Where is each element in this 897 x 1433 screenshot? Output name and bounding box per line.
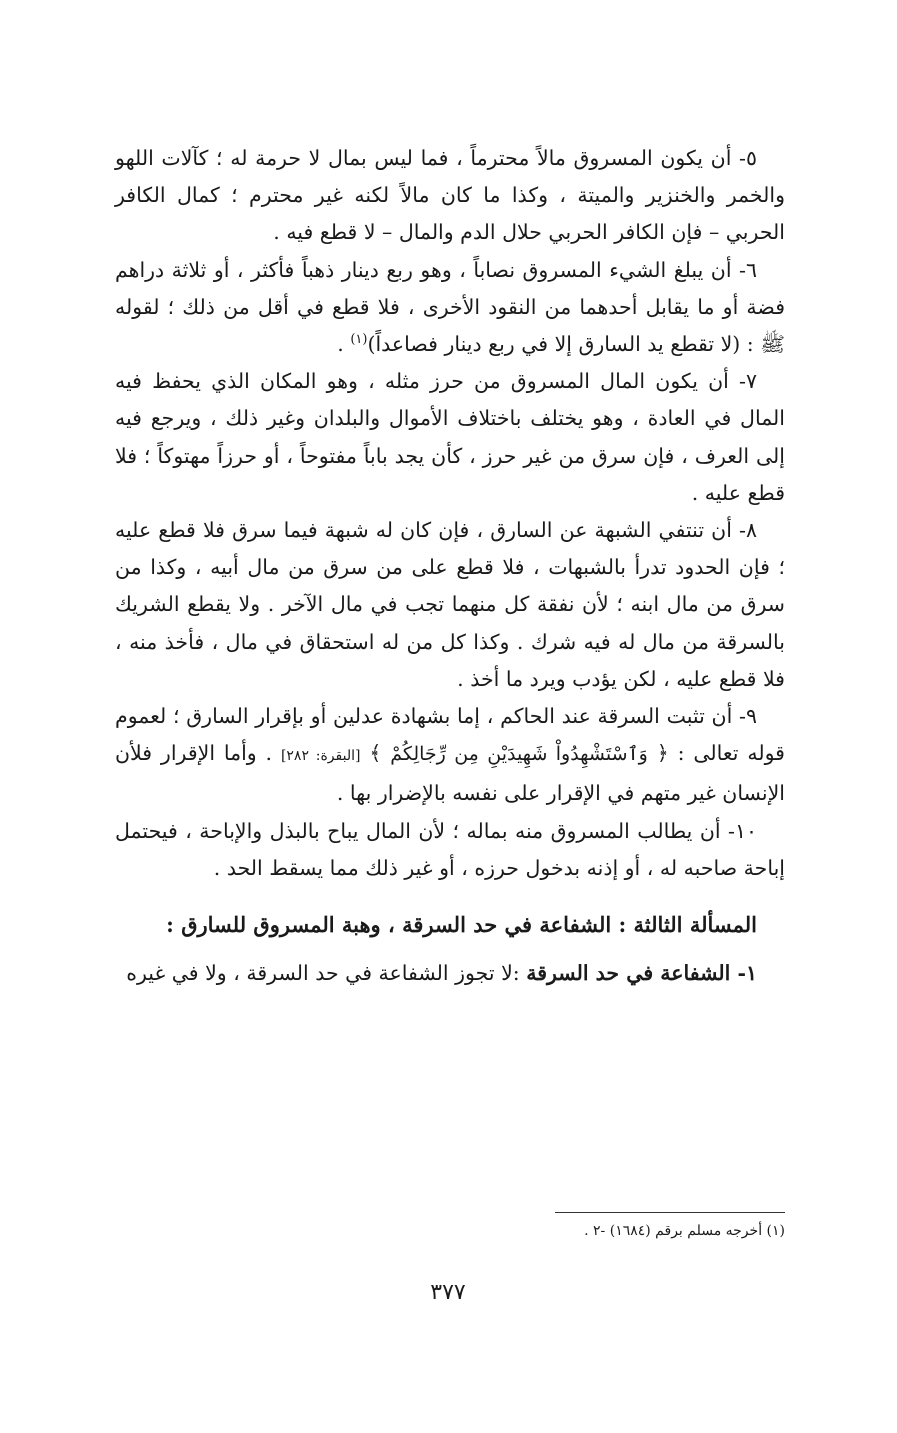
paragraph-intercession [115, 955, 785, 992]
quran-verse: وَٱسْتَشْهِدُواْ شَهِيدَيْنِ مِن رِّجَالِكُمْ [390, 743, 648, 766]
paragraph-condition-8: ٨- أن تنتفي الشبهة عن السارق ، فإن كان له شبهة فيما سرق فلا قطع عليه ؛ فإن الحدود تدرأ بالشبهات ، فلا قطع على من سرق من مال أبيه ، وكذا من سرق من مال ابنه ؛ لأن نفقة كل منهما تجب في مال الآخر . ولا يقطع الشريك بالسرقة من مال له فيه شرك . وكذا كل من له استحقاق في مال ، فأخذ منه ، فلا قطع عليه ، لكن يؤدب ويرد ما أخذ . [115, 518, 785, 691]
page-number: ٣٧٧ [430, 1280, 466, 1305]
footnote: (١) أخرجه مسلم برقم (١٦٨٤) -٢ . [584, 1223, 785, 1239]
verse-reference: [البقرة: ٢٨٢] [280, 748, 361, 765]
paragraph-condition-6 [115, 252, 785, 364]
footnote-marker[interactable]: (١) [350, 332, 368, 348]
paragraph-condition-9-end: . وأما الإقرار فلأن الإنسان غير متهم في الإقرار على نفسه بالإضرار بها . [115, 741, 785, 806]
quran-verse-close: ﴾ [369, 741, 382, 766]
footnote-divider [555, 1212, 785, 1213]
paragraph-condition-9-text: ٩- أن تثبت السرقة عند الحاكم ، إما بشهادة عدلين أو بإقرار السارق ؛ لعموم قوله تعالى : ﴿ [115, 704, 785, 766]
main-text [115, 140, 785, 992]
paragraph-condition-6-end: . [337, 332, 351, 357]
paragraph-condition-5: ٥- أن يكون المسروق مالاً محترماً ، فما ليس بمال لا حرمة له ؛ كآلات اللهو والخمر والخنزير والميتة ، وكذا ما كان مالاً لكنه غير محترم ؛ كمال الكافر الحربي – فإن الكافر الحربي حلال الدم والمال – لا قطع فيه . [115, 146, 785, 245]
paragraph-condition-6-text: ٦- أن يبلغ الشيء المسروق نصاباً ، وهو ربع دينار ذهباً فأكثر ، أو ثلاثة دراهم فضة أو ما يقابل أحدهما من النقود الأخرى ، فلا قطع في أقل من ذلك ؛ لقوله ﷺ : (لا تقطع يد السارق إلا في ربع دينار فصاعداً) [115, 257, 785, 357]
section-heading: المسألة الثالثة : الشفاعة في حد السرقة ، وهبة المسروق للسارق : [166, 912, 757, 938]
intercession-lead: ١- الشفاعة في حد السرقة [526, 961, 757, 986]
paragraph-condition-7: ٧- أن يكون المال المسروق من حرز مثله ، وهو المكان الذي يحفظ فيه المال في العادة ، وهو يختلف باختلاف الأموال والبلدان وغير ذلك ، ويرجع فيه إلى العرف ، فإن سرق من غير حرز ، كأن يجد باباً مفتوحاً ، أو حرزاً مهتوكاً ؛ فلا قطع عليه . [115, 369, 785, 505]
paragraph-condition-9 [115, 698, 785, 813]
paragraph-condition-10: ١٠- أن يطالب المسروق منه بماله ؛ لأن المال يباح بالبذل والإباحة ، فيحتمل إباحة صاحبه له ، أو إذنه بدخول حرزه ، أو غير ذلك مما يسقط الحد . [115, 818, 785, 880]
intercession-text: :لا تجوز الشفاعة في حد السرقة ، ولا في غيره [126, 961, 527, 986]
